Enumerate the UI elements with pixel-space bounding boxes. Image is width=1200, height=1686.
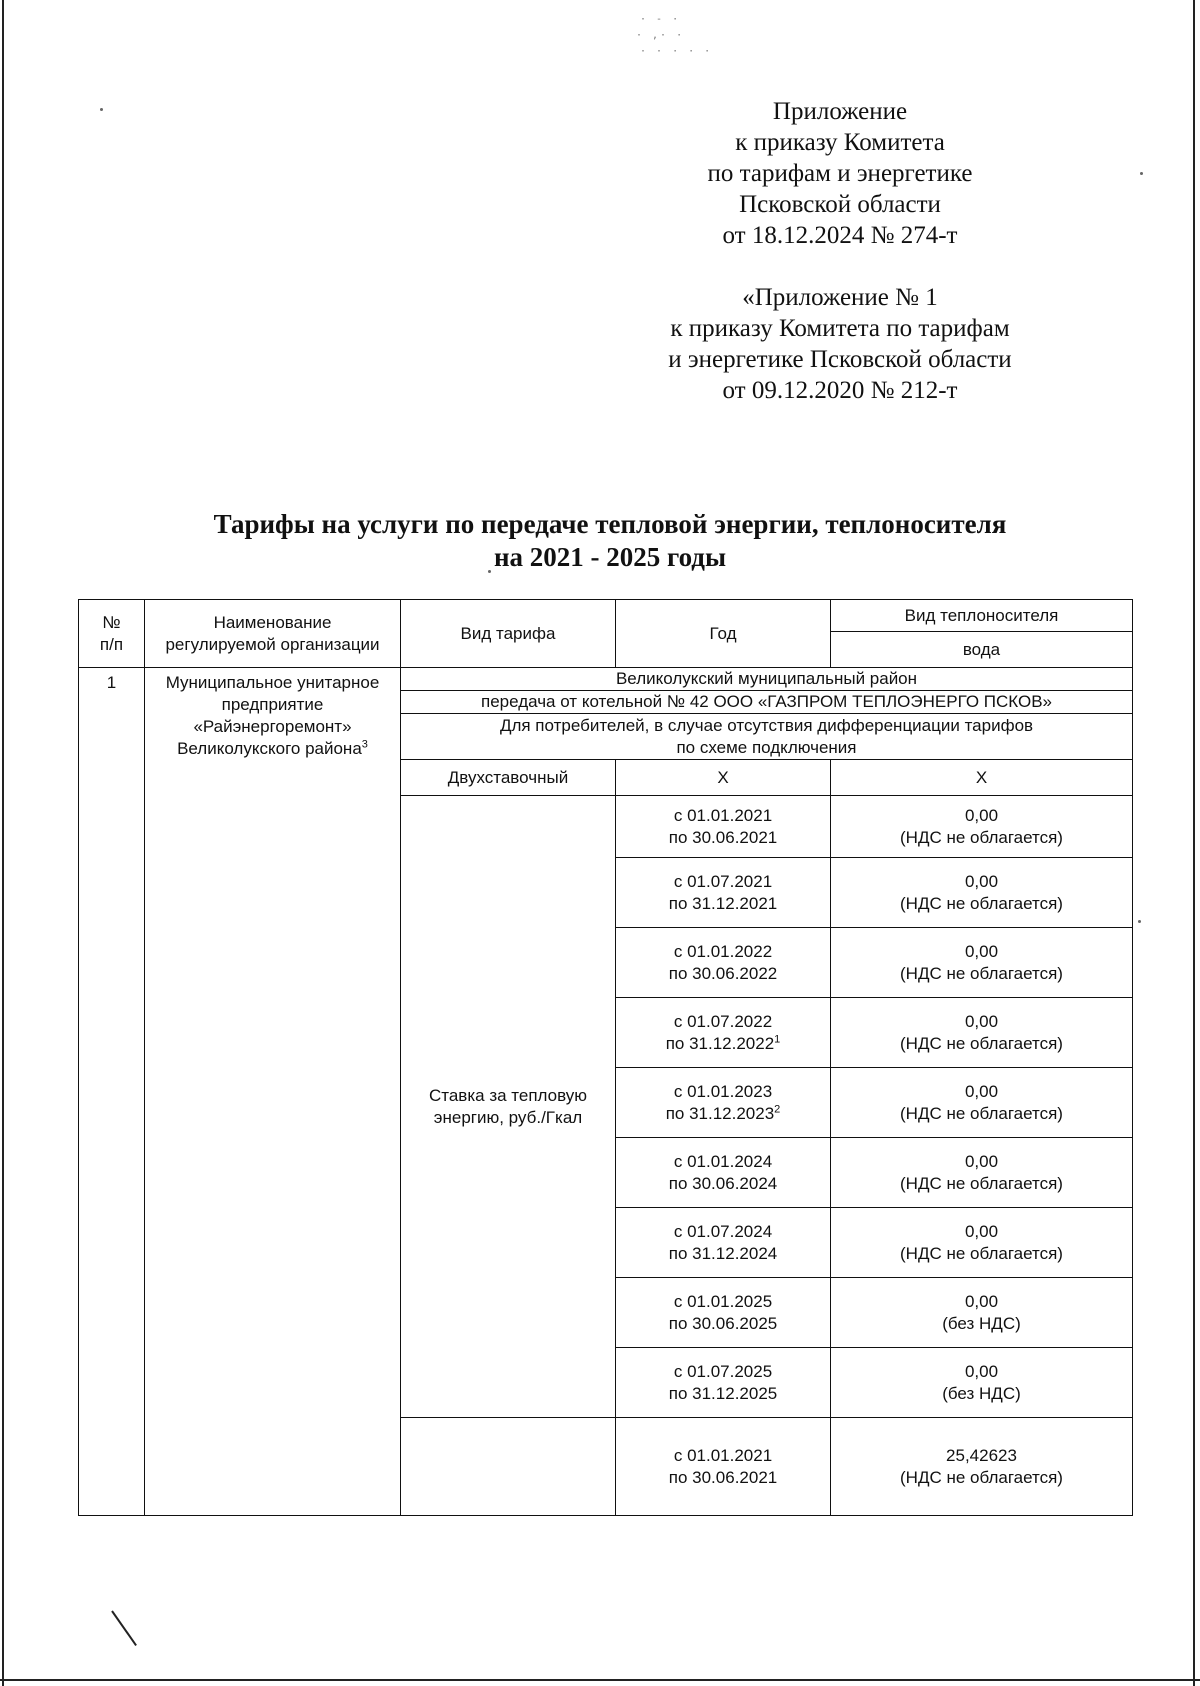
value-cell: 0,00 (НДС не облагается) [831, 998, 1133, 1068]
period-text: с 01.07.2021 по 31.12.2021 [668, 871, 778, 913]
header-organization: Наименование регулируемой организации [145, 600, 401, 668]
value-cell: 0,00 (НДС не облагается) [831, 858, 1133, 928]
prior-appendix-header [620, 282, 1060, 406]
period-text: с 01.01.2024 по 30.06.2024 [668, 1151, 778, 1193]
organization-cell [145, 668, 401, 1516]
period-text: с 01.01.2021 по 30.06.2021 [668, 1445, 778, 1487]
period-cell [616, 1418, 831, 1516]
appendix-line: от 18.12.2024 № 274-т [722, 222, 958, 249]
scan-edge-left [2, 0, 4, 1686]
appendix-line: Псковской области [739, 191, 941, 218]
two-part-value: Х [831, 760, 1133, 796]
row-number-cell: 1 [79, 668, 145, 1516]
period-cell [616, 796, 831, 858]
header-num: № п/п [79, 600, 145, 668]
period-text: с 01.07.2024 по 31.12.2024 [668, 1221, 778, 1263]
two-part-tariff-label: Двухставочный [401, 760, 616, 796]
appendix-header [660, 96, 1020, 251]
table-header-row [79, 600, 1133, 632]
period-text: с 01.01.2022 по 30.06.2022 [668, 941, 778, 983]
value-cell: 0,00 (без НДС) [831, 1348, 1133, 1418]
value-cell: 0,00 (НДС не облагается) [831, 796, 1133, 858]
appendix-line: Приложение [772, 98, 908, 125]
prior-appendix-line: «Приложение № 1 [742, 284, 938, 311]
scan-speck [100, 108, 103, 111]
faint-stamp-mark: · - · [640, 14, 681, 25]
scan-speck [1138, 920, 1141, 923]
period-text: с 01.01.2025 по 30.06.2025 [668, 1291, 778, 1333]
rate-label-cell: Ставка за тепловую энергию, руб./Гкал [401, 796, 616, 1418]
header-carrier-group: Вид теплоносителя [831, 600, 1133, 632]
appendix-line: к приказу Комитета [735, 129, 945, 156]
period-cell [616, 1348, 831, 1418]
header-tariff-type: Вид тарифа [401, 600, 616, 668]
period-text: с 01.07.2025 по 31.12.2025 [668, 1361, 778, 1403]
value-cell: 0,00 (НДС не облагается) [831, 928, 1133, 998]
prior-appendix-line: к приказу Комитета по тарифам [670, 315, 1010, 342]
scan-speck [488, 570, 491, 573]
value-cell: 0,00 (НДС не облагается) [831, 1138, 1133, 1208]
pen-mark [111, 1610, 137, 1646]
scan-edge-right [1193, 0, 1195, 1686]
header-year: Год [616, 600, 831, 668]
period-text: с 01.07.2022 по 31.12.2022 [665, 1011, 775, 1053]
tariff-table [78, 599, 1133, 1516]
consumers-cell: Для потребителей, в случае отсутствия дифференциации тарифов по схеме подключения [401, 714, 1133, 760]
value-cell: 25,42623 (НДС не облагается) [831, 1418, 1133, 1516]
appendix-line: по тарифам и энергетике [707, 160, 973, 187]
next-rate-label-cell [401, 1418, 616, 1516]
period-cell [616, 928, 831, 998]
header-carrier-water: вода [831, 632, 1133, 668]
faint-stamp-mark: · · · · · [640, 46, 713, 57]
title-line-2: на 2021 - 2025 годы [493, 542, 727, 572]
faint-stamp-mark: · ,· · [636, 30, 685, 41]
table-row [79, 668, 1133, 691]
period-text: с 01.01.2023 по 31.12.2023 [665, 1081, 775, 1123]
value-cell: 0,00 (без НДС) [831, 1278, 1133, 1348]
scan-edge-bottom [0, 1679, 1200, 1681]
value-cell: 0,00 (НДС не облагается) [831, 1208, 1133, 1278]
scan-speck [1140, 172, 1143, 175]
period-cell [616, 998, 831, 1068]
period-text: с 01.01.2021 по 30.06.2021 [668, 805, 778, 847]
transfer-cell: передача от котельной № 42 ООО «ГАЗПРОМ ТЕПЛОЭНЕРГО ПСКОВ» [401, 691, 1133, 714]
two-part-year: Х [616, 760, 831, 796]
period-cell [616, 1138, 831, 1208]
document-title [80, 508, 1140, 574]
title-line-1: Тарифы на услуги по передаче тепловой энергии, теплоносителя [213, 509, 1007, 539]
period-cell [616, 858, 831, 928]
period-cell [616, 1068, 831, 1138]
period-footnote: 2 [774, 1102, 781, 1115]
period-cell [616, 1208, 831, 1278]
period-footnote: 1 [774, 1032, 781, 1045]
organization-name: Муниципальное унитарное предприятие «Райэнергоремонт» Великолукского района [165, 673, 380, 758]
district-cell: Великолукский муниципальный район [401, 668, 1133, 691]
prior-appendix-line: и энергетике Псковской области [668, 346, 1012, 373]
prior-appendix-line: от 09.12.2020 № 212-т [722, 377, 958, 404]
value-cell: 0,00 (НДС не облагается) [831, 1068, 1133, 1138]
period-cell [616, 1278, 831, 1348]
organization-footnote: 3 [361, 738, 368, 751]
